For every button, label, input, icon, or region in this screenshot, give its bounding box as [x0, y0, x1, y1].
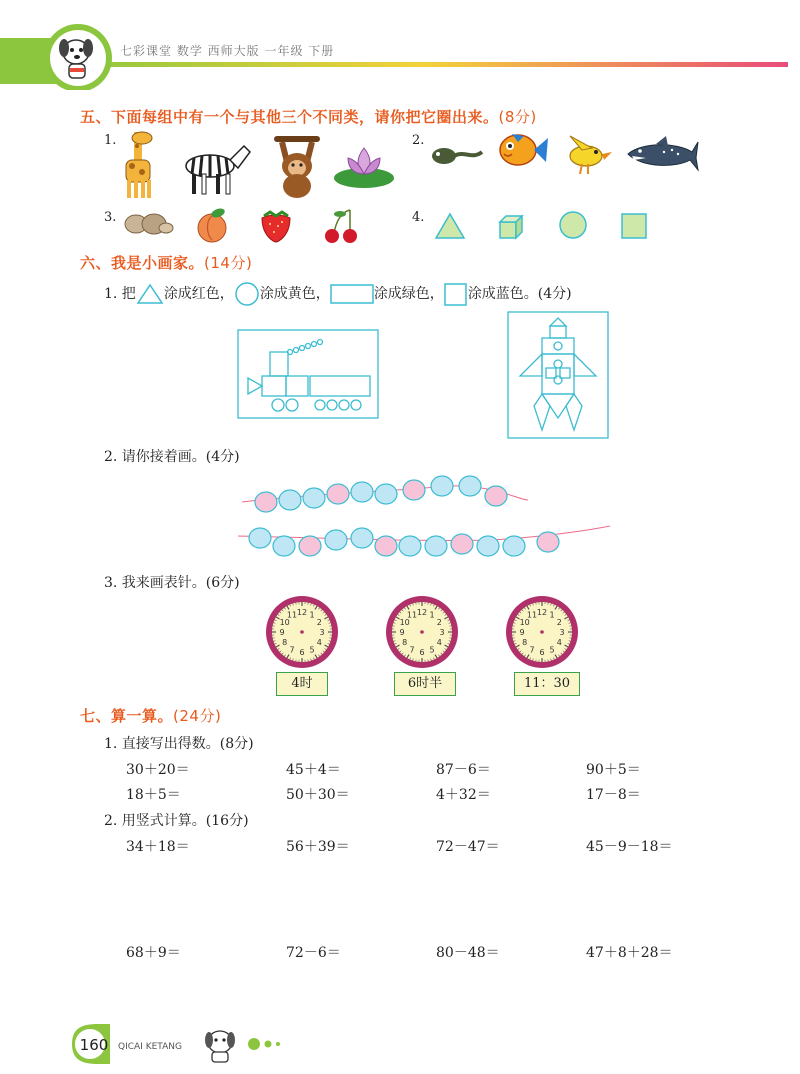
clock-number: 2	[316, 618, 322, 627]
group-1-number: 1.	[104, 133, 117, 148]
bead-row-2	[249, 528, 559, 556]
vertical-calc-problem[interactable]: 68＋9＝	[126, 945, 181, 961]
bead-strings[interactable]	[230, 470, 630, 570]
vertical-calc-problem[interactable]: 72－6＝	[286, 945, 341, 961]
section-7-points: (24分)	[173, 707, 222, 725]
monkey-icon[interactable]	[274, 136, 320, 198]
section-6-title-text: 六、我是小画家。	[80, 254, 205, 272]
clock-number: 9	[519, 628, 525, 637]
clock-number: 5	[309, 645, 315, 655]
clock-number: 7	[289, 645, 295, 655]
clock-number: 3	[319, 628, 325, 637]
instruction-triangle-icon	[136, 283, 164, 305]
section-5-title-text: 五、下面每组中有一个与其他三个不同类，请你把它圈出来。	[80, 108, 499, 126]
section-6-title	[80, 252, 252, 273]
coloring-instruction	[104, 282, 572, 306]
vertical-calc-problem[interactable]: 56＋39＝	[286, 839, 350, 855]
clock-faces	[0, 590, 800, 674]
coloring-pictures[interactable]	[230, 306, 620, 442]
shark-icon[interactable]	[628, 136, 698, 170]
instruction-part-e: 涂成蓝色。(4分)	[467, 286, 572, 302]
section-7-title-text: 七、算一算。	[80, 707, 174, 725]
clock-face-3[interactable]	[506, 596, 578, 668]
vertical-calc-problem[interactable]: 80－48＝	[436, 945, 500, 961]
vertical-calc-problem[interactable]: 45－9－18＝	[586, 839, 673, 855]
instruction-part-b: 涂成红色，	[163, 286, 234, 302]
mental-math-problem[interactable]: 87－6＝	[436, 762, 491, 778]
tadpole-icon[interactable]	[432, 148, 482, 164]
clock-number: 4	[436, 638, 442, 647]
continue-drawing-instruction: 2. 请你接着画。(4分)	[104, 449, 240, 465]
clock-number: 10	[519, 618, 530, 627]
clock-number: 1	[429, 610, 435, 620]
bead-row-1	[255, 476, 507, 512]
mental-math-problem[interactable]: 18＋5＝	[126, 787, 181, 803]
clock-face-2[interactable]	[386, 596, 458, 668]
clock-label-3: 11：30	[514, 672, 580, 696]
clock-number: 10	[279, 618, 290, 627]
section-5-title	[80, 106, 537, 127]
clock-number: 1	[309, 610, 315, 620]
clock-number: 12	[536, 608, 548, 617]
clock-number: 2	[436, 618, 442, 627]
bird-icon[interactable]	[570, 136, 612, 174]
clock-number: 6	[539, 648, 545, 657]
giraffe-icon[interactable]	[126, 132, 152, 198]
clock-number: 12	[416, 608, 428, 617]
peach-icon[interactable]	[198, 207, 226, 242]
clock-number: 7	[409, 645, 415, 655]
cherry-icon[interactable]	[325, 210, 357, 243]
instruction-part-a: 1. 把	[104, 286, 136, 302]
mental-math-problem[interactable]: 4＋32＝	[436, 787, 491, 803]
clock-number: 11	[526, 610, 538, 620]
page-number: 160	[79, 1036, 109, 1054]
section-7-title	[80, 705, 221, 726]
instruction-rectangle-icon	[330, 283, 374, 305]
vertical-calc-problem[interactable]: 34＋18＝	[126, 839, 190, 855]
clock-number: 11	[406, 610, 418, 620]
vertical-calc-problem[interactable]: 72－47＝	[436, 839, 500, 855]
clock-label-1: 4时	[276, 672, 328, 696]
group-2-number: 2.	[412, 133, 425, 148]
clock-number: 12	[296, 608, 308, 617]
circle-icon[interactable]	[560, 212, 586, 238]
clock-number: 4	[316, 638, 322, 647]
clock-number: 9	[279, 628, 285, 637]
clock-number: 6	[419, 648, 425, 657]
footer-brand: QICAI KETANG	[118, 1042, 182, 1052]
clock-number: 8	[522, 638, 528, 647]
clock-number: 9	[399, 628, 405, 637]
clock-label-2: 6时半	[394, 672, 456, 696]
mental-math-problem[interactable]: 45＋4＝	[286, 762, 341, 778]
clock-number: 8	[402, 638, 408, 647]
robot-picture	[508, 312, 608, 438]
mental-math-problem[interactable]: 30＋20＝	[126, 762, 190, 778]
clock-number: 5	[549, 645, 555, 655]
instruction-part-c: 涂成黄色，	[259, 286, 330, 302]
clock-number: 6	[299, 648, 305, 657]
draw-clock-hands-instruction: 3. 我来画表针。(6分)	[104, 575, 240, 591]
dog-mascot-footer-icon	[205, 1031, 235, 1062]
clock-number: 10	[399, 618, 410, 627]
clock-number: 5	[429, 645, 435, 655]
mental-math-problem[interactable]: 50＋30＝	[286, 787, 350, 803]
instruction-circle-icon	[234, 282, 260, 306]
clock-number: 8	[282, 638, 288, 647]
clock-number: 1	[549, 610, 555, 620]
train-picture	[238, 330, 378, 418]
mental-math-instruction: 1. 直接写出得数。(8分)	[104, 736, 254, 752]
lotus-flower-icon[interactable]	[334, 148, 394, 188]
vertical-calc-instruction: 2. 用竖式计算。(16分)	[104, 813, 249, 829]
group-3-number: 3.	[104, 210, 117, 225]
clock-number: 3	[439, 628, 445, 637]
mental-math-problem[interactable]: 17－8＝	[586, 787, 641, 803]
group-4-number: 4.	[412, 210, 425, 225]
section-6-points: (14分)	[204, 254, 253, 272]
peanut-icon[interactable]	[125, 214, 173, 234]
section-5-pictures	[0, 128, 800, 248]
clock-number: 7	[529, 645, 535, 655]
clock-number: 11	[286, 610, 298, 620]
vertical-calc-problem[interactable]: 47＋8＋28＝	[586, 945, 673, 961]
square-icon[interactable]	[622, 214, 646, 238]
clock-face-1[interactable]	[266, 596, 338, 668]
triangle-icon[interactable]	[436, 214, 464, 238]
clock-number: 4	[556, 638, 562, 647]
section-5-points: (8分)	[498, 108, 537, 126]
clock-number: 2	[556, 618, 562, 627]
goldfish-icon[interactable]	[500, 134, 548, 165]
mental-math-problem[interactable]: 90＋5＝	[586, 762, 641, 778]
cube-icon[interactable]	[500, 216, 522, 238]
clock-number: 3	[559, 628, 565, 637]
header-title: 七彩课堂 数学 西师大版 一年级 下册	[120, 44, 335, 58]
instruction-part-d: 涂成绿色，	[373, 286, 444, 302]
instruction-square-icon	[444, 282, 468, 306]
zebra-icon[interactable]	[186, 146, 250, 194]
strawberry-icon[interactable]	[262, 212, 290, 242]
